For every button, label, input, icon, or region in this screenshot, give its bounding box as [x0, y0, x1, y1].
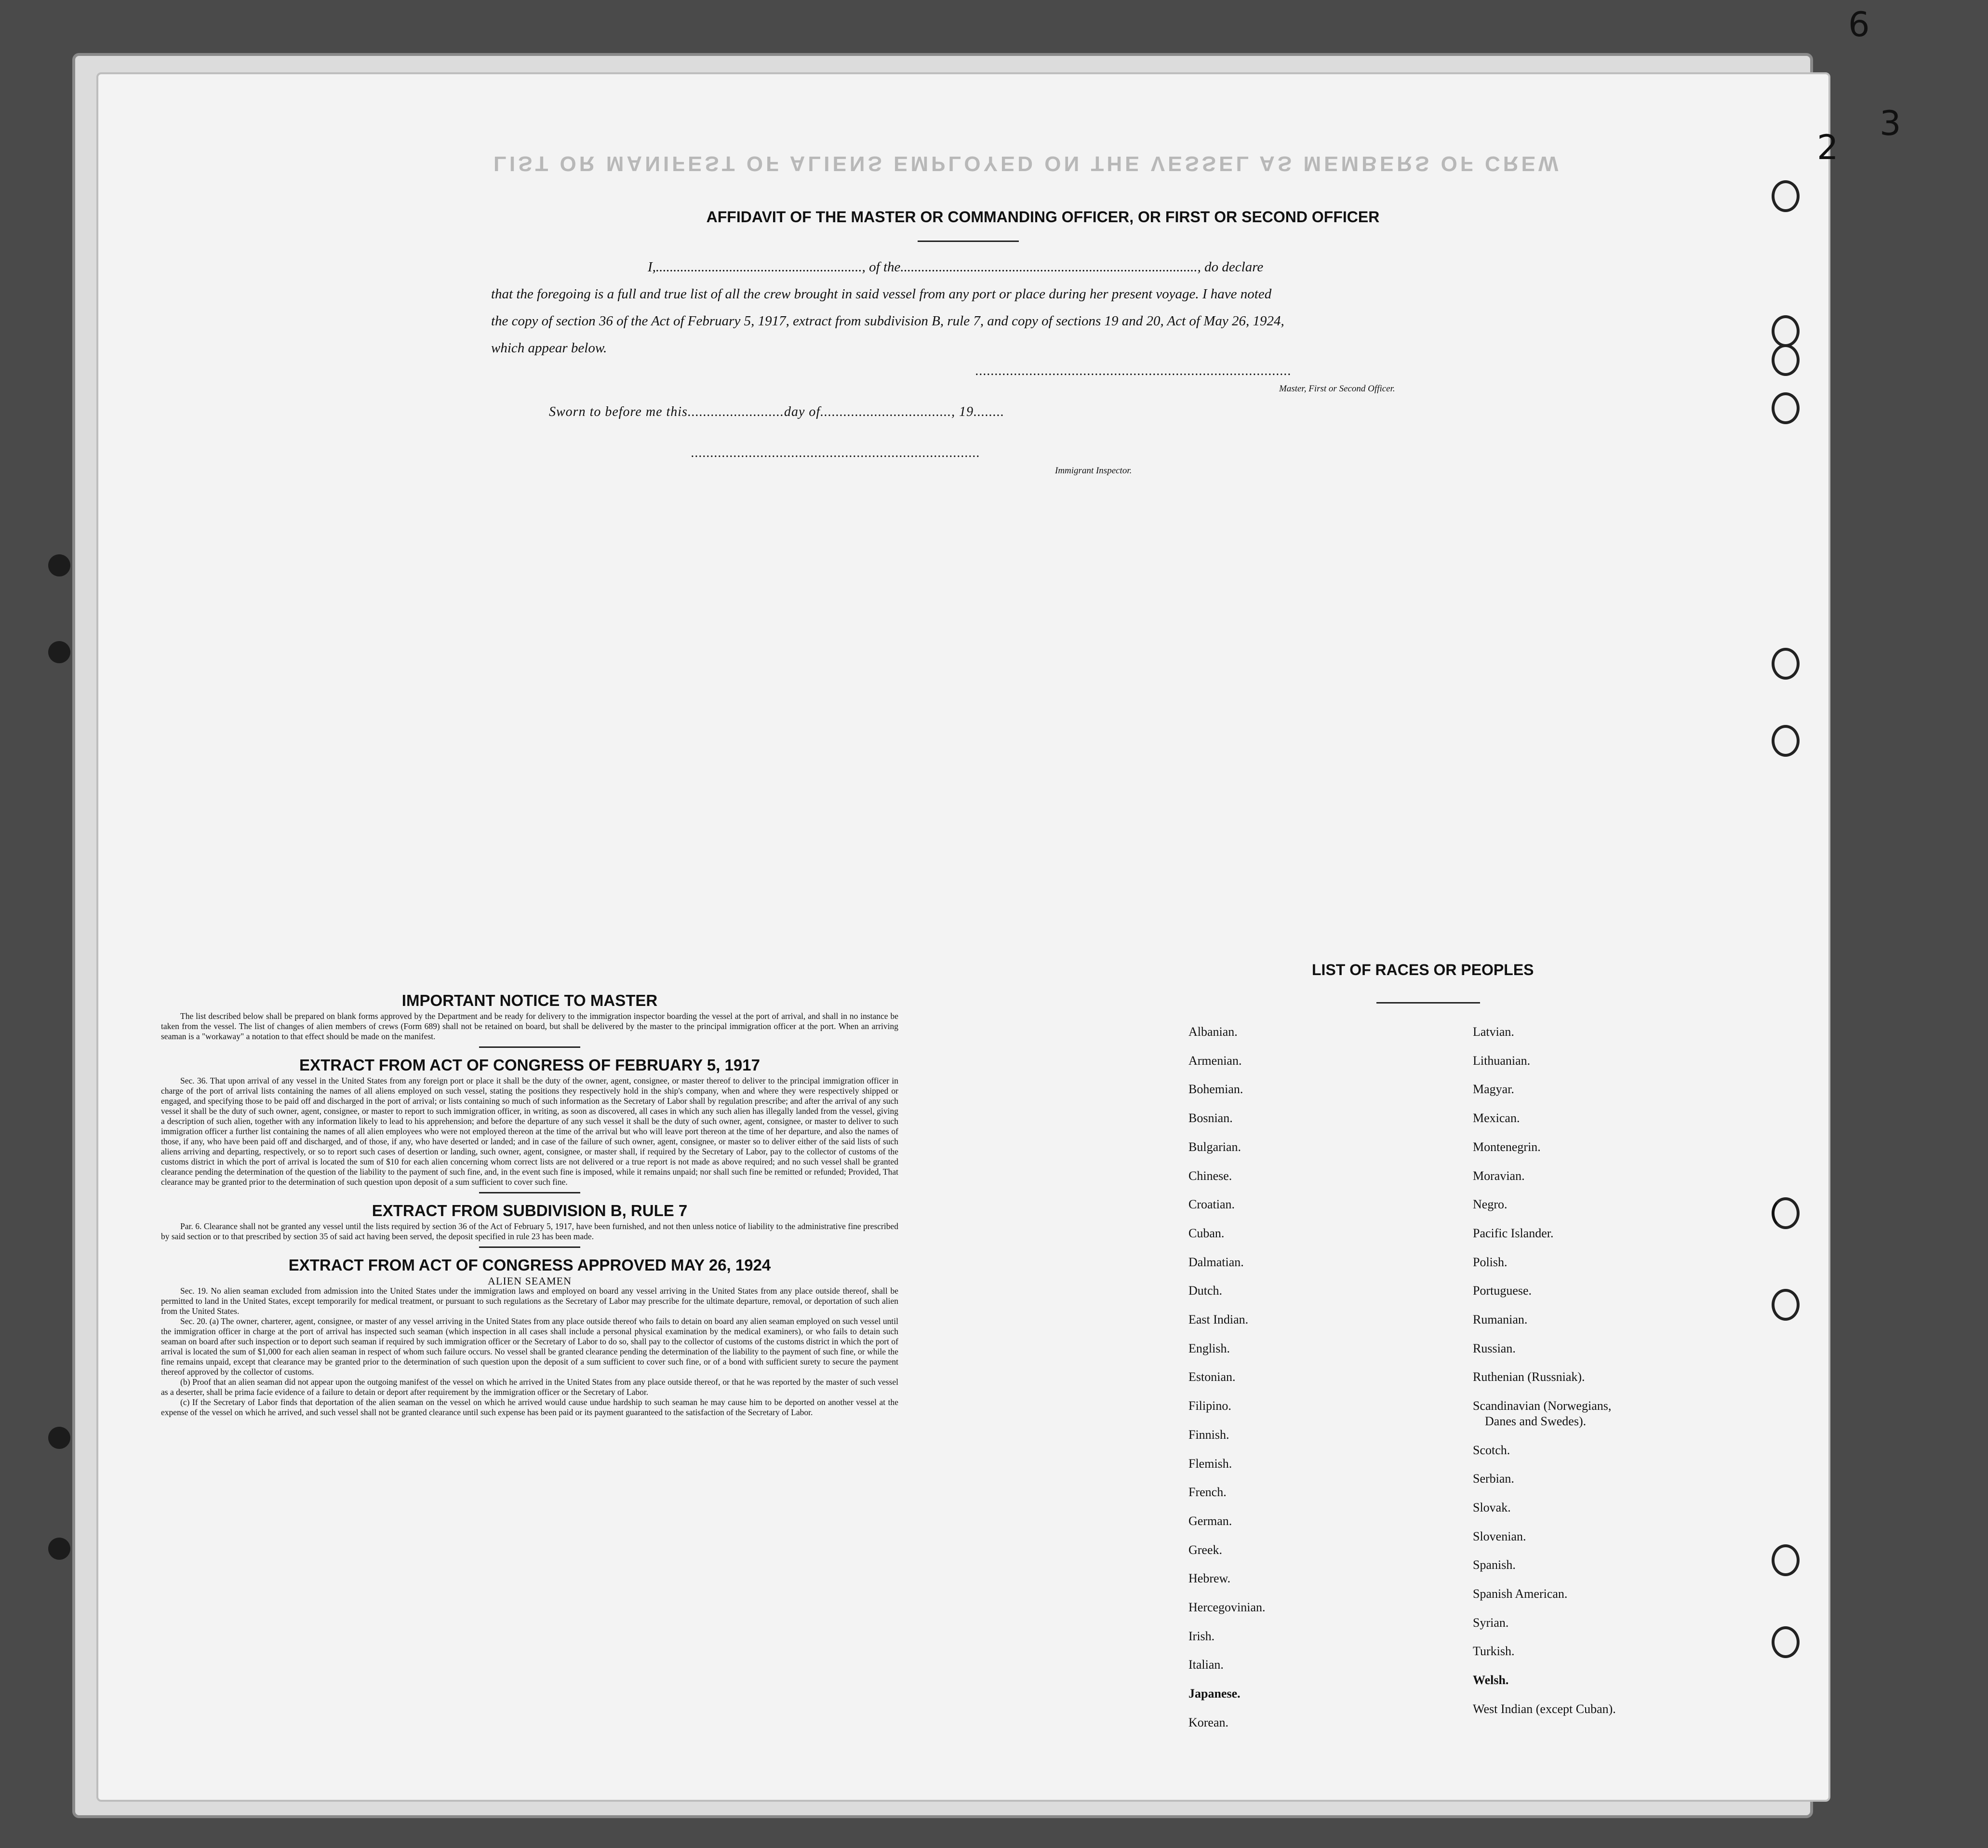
race-item: Irish.	[1188, 1629, 1215, 1643]
race-item: East Indian.	[1188, 1312, 1249, 1326]
race-item: Mexican.	[1473, 1111, 1520, 1125]
affidavit-title: AFFIDAVIT OF THE MASTER OR COMMANDING OFFICER, OR FIRST OR SECOND OFFICER	[706, 208, 1380, 226]
races-title-rule	[1376, 1002, 1480, 1004]
corner-mark-2: 2	[1817, 128, 1839, 167]
extract-1917-rule	[479, 1192, 580, 1193]
race-item: West Indian (except Cuban).	[1473, 1701, 1616, 1716]
extract-1917-title: EXTRACT FROM ACT OF CONGRESS OF FEBRUARY 5, 1917	[299, 1056, 760, 1074]
notice-body: The list described below shall be prepared on blank forms approved by the Department and be ready for delivery to the immigration inspector boarding the vessel at the port of arrival, and shall in no instance be taken from the vessel. The list of changes of alien members of crews (Form 689) shall not be retained on board, but shall be delivered by the master to the principal immigration officer at the port. When an arriving seaman is a "workaway" a notation to that effect should be made on the manifest.	[161, 1011, 898, 1041]
rule-7-rule	[479, 1246, 580, 1248]
race-item: Turkish.	[1473, 1644, 1515, 1659]
race-item: Negro.	[1473, 1197, 1508, 1212]
notices-section	[161, 990, 898, 1418]
race-item: Slovenian.	[1473, 1529, 1526, 1543]
race-item: Dalmatian.	[1188, 1255, 1244, 1269]
race-item: Magyar.	[1473, 1082, 1514, 1097]
races-column-1	[1188, 1025, 1478, 1796]
rule-7-title: EXTRACT FROM SUBDIVISION B, RULE 7	[372, 1202, 688, 1219]
race-item: German.	[1188, 1513, 1232, 1528]
race-item: Bulgarian.	[1188, 1139, 1241, 1154]
races-column-2	[1473, 1025, 1810, 1796]
race-item: Scandinavian (Norwegians,	[1473, 1399, 1612, 1413]
race-item: Hebrew.	[1188, 1571, 1231, 1586]
sec-20c-text: (c) If the Secretary of Labor finds that deportation of the alien seaman on the vessel on which he arrived would cause undue hardship to such seaman he may cause him to be deported on another vessel at the expense of the vessel on which he arrived, and such vessel shall not be granted clearance until such expense has been paid or its payment guaranteed to the satisfaction of the Secretary of Labor.	[161, 1397, 898, 1417]
race-item: Spanish American.	[1473, 1587, 1568, 1601]
sec-20a-text: Sec. 20. (a) The owner, charterer, agent, consignee, or master of any vessel arriving in the United States from any place outside thereof who fails to detain on board any alien seaman employed on such vessel until the immigration officer in charge at the port of arrival has inspected such seaman (which inspection in all cases shall include a personal physical examination by the medical examiners), or who fails to detain such seaman on board after such inspection or to deport such seaman if required by such immigration officer or the Secretary of Labor to do so, shall pay to the collector of customs of the customs district in which the port of arrival is located the sum of $1,000 for each alien seaman in respect of whom such failure occurs. No vessel shall be granted clearance pending the determination of the liability to the payment of such fine, or while the fine remains unpaid, except that clearance may be granted prior to the determination of such question upon the deposit of a sum sufficient to cover such fine, or of a bond with sufficient surety to secure the payment thereof approved by the collector of customs.	[161, 1316, 898, 1377]
race-item: Hercegovinian.	[1188, 1600, 1266, 1614]
race-item: Pacific Islander.	[1473, 1226, 1554, 1240]
race-item: Moravian.	[1473, 1168, 1525, 1183]
affidavit-line-2: that the foregoing is a full and true list of all the crew brought in said vessel from any port or place during her present voyage. I have noted	[491, 286, 1272, 302]
race-item: French.	[1188, 1485, 1227, 1500]
race-item: Albanian.	[1188, 1025, 1238, 1039]
race-item: Portuguese.	[1473, 1284, 1532, 1298]
race-item: Montenegrin.	[1473, 1139, 1541, 1154]
race-item: Armenian.	[1188, 1053, 1242, 1068]
race-item: English.	[1188, 1341, 1230, 1355]
race-item: Bosnian.	[1188, 1111, 1233, 1125]
corner-mark-3: 3	[1880, 104, 1901, 143]
races-title: LIST OF RACES OR PEOPLES	[1312, 961, 1534, 978]
sec-20b-text: (b) Proof that an alien seaman did not appear upon the outgoing manifest of the vessel on which he arrived in the United States from any place outside thereof, or that he was reported by the master of such vessel as a deserter, shall be prima facie evidence of a failure to detain or deport after requirement by the immigration officer or the Secretary of Labor.	[161, 1377, 898, 1397]
race-item: Syrian.	[1473, 1615, 1509, 1630]
race-item: Latvian.	[1473, 1025, 1514, 1039]
race-item: Japanese.	[1188, 1687, 1241, 1701]
affidavit-body	[491, 254, 1544, 362]
race-item: Filipino.	[1188, 1399, 1231, 1413]
corner-mark-6: 6	[1848, 5, 1870, 44]
sworn-line: Sworn to before me this.........................day of.................................., 19........	[549, 404, 1005, 419]
race-item: Finnish.	[1188, 1427, 1229, 1442]
race-item: Greek.	[1188, 1542, 1223, 1557]
race-item: Korean.	[1188, 1715, 1229, 1729]
bleed-through-text: LIST OR MANIFEST OF ALIENS EMPLOYED ON THE VESSEL AS MEMBERS OF CREW	[494, 152, 1561, 175]
race-item: Dutch.	[1188, 1284, 1223, 1298]
form-page	[96, 72, 1830, 1802]
extract-1924-title: EXTRACT FROM ACT OF CONGRESS APPROVED MAY 26, 1924	[288, 1256, 771, 1274]
rule-7-body: Par. 6. Clearance shall not be granted any vessel until the lists required by section 36 of the Act of February 5, 1917, have been furnished, and not then unless notice of liability to the administrative fine prescribed by said section or to that prescribed by section 35 of said act having been served, the deposit specified in rule 23 has been made.	[161, 1221, 898, 1241]
affidavit-line-1: I,..........................................................., of the....................................................................................., do declare	[648, 259, 1264, 275]
affidavit-line-3: the copy of section 36 of the Act of February 5, 1917, extract from subdivision B, rule 7, and copy of sections 19 and 20, Act of May 26, 1924,	[491, 313, 1284, 329]
race-item: Rumanian.	[1473, 1312, 1528, 1326]
extract-1917-body: Sec. 36. That upon arrival of any vessel in the United States from any foreign port or place it shall be the duty of the owner, agent, consignee, or master thereof to deliver to the principal immigration officer in charge of the port of arrival lists containing the names of all aliens employed on such vessel, stating the positions they respectively hold in the ship's company, when and where they were respectively shipped or engaged, and specifying those to be paid off and discharged in the port of arrival; or lists containing so much of such information as the Secretary of Labor shall by regulation prescribe; and after the arrival of any such vessel it shall be the duty of such owner, agent, consignee, or master to report to such immigration officer, in writing, as soon as discovered, all cases in which any such alien has illegally landed from the vessel, giving a description of such alien, together with any information likely to lead to his apprehension; and before the departure of any such vessel it shall be the duty of such owner, agent, consignee, or master to deliver to such immigration officer a further list containing the names of all alien employees who were not employed thereon at the time of the arrival but who will leave port thereon at the time of her departure, and also the names of those, if any, who have been paid off and discharged, and of those, if any, who have deserted or landed; and in case of the failure of such owner, agent, consignee, or master so to deliver either of the said lists of such aliens arriving and departing, respectively, or so to report such cases of desertion or landing, such owner, agent, consignee, or master shall, if required by the Secretary of Labor, pay to the collector of customs of the customs district in which the port of arrival is located the sum of $10 for each alien concerning whom correct lists are not delivered or a true report is not made as above required; and no such vessel shall be granted clearance pending the determination of the question of the liability to the payment of such fine, and, in the event such fine is imposed, while it remains unpaid; nor shall such fine be remitted or refunded; Provided, That clearance may be granted prior to the determination of such question upon deposit of a sum sufficient to cover such fine.	[161, 1076, 898, 1187]
race-item: Croatian.	[1188, 1197, 1235, 1212]
affidavit-line-4: which appear below.	[491, 340, 607, 356]
notice-rule	[479, 1046, 580, 1048]
extract-1924-subtitle: ALIEN SEAMEN	[488, 1275, 572, 1287]
race-item: Welsh.	[1473, 1673, 1509, 1687]
race-item: Bohemian.	[1188, 1082, 1243, 1097]
affidavit-title-rule	[918, 241, 1019, 242]
race-item: Chinese.	[1188, 1168, 1232, 1183]
inspector-signature-line: ...........................................................................	[691, 445, 980, 460]
race-item: Serbian.	[1473, 1472, 1514, 1486]
master-signature-caption: Master, First or Second Officer.	[1279, 384, 1395, 394]
race-item: Russian.	[1473, 1341, 1516, 1355]
race-item: Cuban.	[1188, 1226, 1225, 1240]
master-signature-line: ..................................................................................	[975, 363, 1292, 378]
race-item: Flemish.	[1188, 1456, 1232, 1471]
sec-19-text: Sec. 19. No alien seaman excluded from admission into the United States under the immigration laws and employed on board any vessel arriving in the United States from any place outside thereof, shall be permitted to land in the United States, except temporarily for medical treatment, or pursuant to such regulations as the Secretary of Labor may prescribe for the ultimate departure, removal, or deportation of such alien from the United States.	[161, 1286, 898, 1316]
notice-title: IMPORTANT NOTICE TO MASTER	[401, 991, 658, 1009]
race-item: Lithuanian.	[1473, 1053, 1531, 1068]
race-item: Polish.	[1473, 1255, 1508, 1269]
inspector-signature-caption: Immigrant Inspector.	[1055, 466, 1132, 476]
race-item: Italian.	[1188, 1658, 1224, 1672]
race-item: Scotch.	[1473, 1443, 1510, 1457]
race-item: Spanish.	[1473, 1558, 1516, 1572]
race-item: Slovak.	[1473, 1500, 1511, 1514]
race-item: Danes and Swedes).	[1485, 1414, 1587, 1428]
race-item: Ruthenian (Russniak).	[1473, 1370, 1585, 1384]
race-item: Estonian.	[1188, 1370, 1236, 1384]
